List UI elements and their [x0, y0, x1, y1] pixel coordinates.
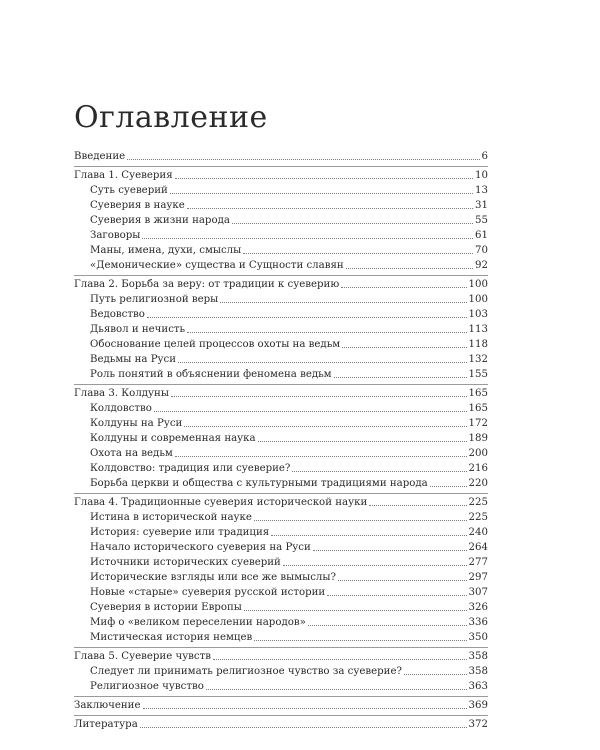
toc-entry-title: Роль понятий в объяснении феномена ведьм [90, 369, 332, 380]
dot-leader [187, 207, 473, 209]
dot-leader [170, 192, 473, 194]
toc-entry-introduction[interactable] [74, 148, 488, 163]
toc-subsection[interactable] [90, 366, 488, 381]
toc-entry-title: Ведьмы на Руси [90, 354, 177, 365]
toc-entry-page: 132 [468, 354, 488, 365]
toc-entry-page: 277 [468, 557, 488, 568]
toc-entry-title: Следует ли принимать религиозное чувство за суеверие? [90, 666, 402, 677]
dot-leader [292, 470, 466, 472]
toc-entry-page: 155 [468, 369, 488, 380]
toc-entry-page: 165 [468, 403, 488, 414]
toc-subsection[interactable] [90, 524, 488, 539]
toc-subsection[interactable] [90, 629, 488, 644]
toc-subsection[interactable] [90, 584, 488, 599]
toc-entry-title: Обоснование целей процессов охоты на ведьм [90, 339, 341, 350]
toc-entry-page: 165 [468, 388, 488, 399]
toc-entry-title: Введение [74, 151, 126, 162]
dot-leader [147, 316, 467, 318]
dot-leader [142, 237, 473, 239]
dot-leader [430, 485, 467, 487]
toc-entry-title: Глава 4. Традиционные суеверия исторической науки [74, 497, 368, 508]
toc-entry-page: 92 [475, 260, 488, 271]
toc-entry-title: Колдовство [90, 403, 152, 414]
toc-entry-title: Исторические взгляды или все же вымыслы? [90, 572, 336, 583]
dot-leader [334, 376, 467, 378]
toc-entry-title: Борьба церкви и общества с культурными традициями народа [90, 478, 428, 489]
toc-entry-page: 216 [468, 463, 488, 474]
toc-subsection[interactable] [90, 212, 488, 227]
toc-chapter-1[interactable] [74, 167, 488, 182]
toc-entry-title: Суеверия в жизни народа [90, 215, 230, 226]
toc-entry-page: 350 [468, 632, 488, 643]
dot-leader [213, 658, 467, 660]
toc-entry-title: Новые «старые» суеверия русской истории [90, 587, 326, 598]
toc-entry-bibliography[interactable] [74, 716, 488, 731]
page-title: Оглавление [74, 100, 268, 136]
dot-leader [244, 609, 467, 611]
toc-entry-title: Путь религиозной веры [90, 294, 219, 305]
toc-subsection[interactable] [90, 539, 488, 554]
toc-entry-page: 100 [468, 279, 488, 290]
toc-subsection[interactable] [90, 197, 488, 212]
toc-entry-page: 264 [468, 542, 488, 553]
toc-entry-page: 118 [468, 339, 488, 350]
dot-leader [341, 286, 466, 288]
toc-entry-title: История: суеверие или традиция [90, 527, 270, 538]
toc-entry-page: 358 [468, 666, 488, 677]
toc-entry-page: 225 [468, 512, 488, 523]
toc-subsection[interactable] [90, 306, 488, 321]
toc-entry-page: 61 [475, 230, 488, 241]
toc-entry-title: Суеверия в истории Европы [90, 602, 242, 613]
toc-subsection[interactable] [90, 351, 488, 366]
toc-entry-title: Охота на ведьм [90, 448, 173, 459]
dot-leader [404, 673, 467, 675]
toc-entry-page: 358 [468, 651, 488, 662]
toc-subsection[interactable] [90, 321, 488, 336]
toc-entry-page: 220 [468, 478, 488, 489]
toc-entry-page: 240 [468, 527, 488, 538]
toc-entry-title: «Демонические» существа и Сущности славян [90, 260, 344, 271]
toc-subsection[interactable] [90, 257, 488, 272]
toc-subsection[interactable] [90, 554, 488, 569]
toc-chapter-4[interactable] [74, 494, 488, 509]
toc-entry-title: Источники исторических суеверий [90, 557, 281, 568]
toc-entry-page: 369 [468, 700, 488, 711]
toc-entry-title: Истина в исторической науке [90, 512, 252, 523]
toc-entry-page: 189 [468, 433, 488, 444]
toc-entry-page: 55 [475, 215, 488, 226]
toc-entry-title: Колдуны на Руси [90, 418, 183, 429]
toc-entry-title: Маны, имена, духи, смыслы [90, 245, 242, 256]
dot-leader [171, 395, 467, 397]
dot-leader [271, 534, 466, 536]
toc-subsection[interactable] [90, 445, 488, 460]
toc-entry-page: 113 [468, 324, 488, 335]
toc-entry-page: 336 [468, 617, 488, 628]
toc-entry-title: Глава 5. Суеверие чувств [74, 651, 211, 662]
toc-subsection[interactable] [90, 663, 488, 678]
dot-leader [283, 564, 467, 566]
toc-entry-page: 103 [468, 309, 488, 320]
dot-leader [308, 624, 467, 626]
dot-leader [127, 158, 479, 160]
dot-leader [175, 455, 467, 457]
toc-entry-page: 10 [475, 170, 488, 181]
toc-chapter-5[interactable] [74, 648, 488, 663]
toc-entry-title: Миф о «великом переселении народов» [90, 617, 306, 628]
toc-subsection[interactable] [90, 242, 488, 257]
dot-leader [184, 425, 466, 427]
dot-leader [220, 301, 466, 303]
dot-leader [143, 707, 467, 709]
toc-entry-page: 70 [475, 245, 488, 256]
dot-leader [178, 361, 466, 363]
toc-entry-title: Глава 2. Борьба за веру: от традиции к суеверию [74, 279, 340, 290]
toc-entry-page: 297 [468, 572, 488, 583]
toc-subsection[interactable] [90, 336, 488, 351]
toc-subsection[interactable] [90, 415, 488, 430]
dot-leader [206, 688, 467, 690]
dot-leader [369, 504, 466, 506]
dot-leader [254, 639, 466, 641]
toc-subsection[interactable] [90, 614, 488, 629]
toc-subsection[interactable] [90, 227, 488, 242]
dot-leader [232, 222, 473, 224]
toc-entry-page: 326 [468, 602, 488, 613]
toc-entry-page: 200 [468, 448, 488, 459]
dot-leader [243, 252, 473, 254]
toc-subsection[interactable] [90, 400, 488, 415]
dot-leader [313, 549, 467, 551]
toc-entry-title: Ведовство [90, 309, 145, 320]
toc-subsection[interactable] [90, 678, 488, 693]
toc-entry-title: Мистическая история немцев [90, 632, 253, 643]
toc-subsection[interactable] [90, 430, 488, 445]
toc-subsection[interactable] [90, 569, 488, 584]
toc-entry-page: 307 [468, 587, 488, 598]
toc-entry-page: 172 [468, 418, 488, 429]
toc-subsection[interactable] [90, 182, 488, 197]
toc-entry-title: Дьявол и нечисть [90, 324, 186, 335]
toc-entry-title: Религиозное чувство [90, 681, 204, 692]
toc-entry-title: Литература [74, 719, 138, 730]
toc-subsection[interactable] [90, 509, 488, 524]
dot-leader [140, 726, 467, 728]
dot-leader [346, 267, 473, 269]
toc-entry-page: 6 [481, 151, 488, 162]
toc-chapter-3[interactable] [74, 385, 488, 400]
toc-entry-title: Глава 3. Колдуны [74, 388, 169, 399]
toc-subsection[interactable] [90, 475, 488, 490]
toc-entry-title: Заговоры [90, 230, 141, 241]
toc-entry-page: 363 [468, 681, 488, 692]
toc-entry-conclusion[interactable] [74, 697, 488, 712]
toc-entry-title: Суеверия в науке [90, 200, 185, 211]
toc-entry-page: 225 [468, 497, 488, 508]
toc-subsection[interactable] [90, 599, 488, 614]
toc-entry-title: Глава 1. Суеверия [74, 170, 173, 181]
dot-leader [175, 177, 473, 179]
dot-leader [154, 410, 467, 412]
toc-subsection[interactable] [90, 291, 488, 306]
toc-entry-page: 13 [475, 185, 488, 196]
toc-entry-title: Колдовство: традиция или суеверие? [90, 463, 291, 474]
dot-leader [342, 346, 466, 348]
toc-entry-title: Колдуны и современная наука [90, 433, 256, 444]
toc-entry-page: 100 [468, 294, 488, 305]
toc-subsection[interactable] [90, 460, 488, 475]
dot-leader [327, 594, 466, 596]
toc-entry-title: Начало исторического суеверия на Руси [90, 542, 311, 553]
toc-entry-title: Суть суеверий [90, 185, 168, 196]
dot-leader [258, 440, 467, 442]
dot-leader [187, 331, 466, 333]
toc-entry-page: 31 [475, 200, 488, 211]
toc-chapter-2[interactable] [74, 276, 488, 291]
toc-entry-title: Заключение [74, 700, 141, 711]
dot-leader [338, 579, 467, 581]
toc-entry-page: 372 [468, 719, 488, 730]
dot-leader [254, 519, 467, 521]
